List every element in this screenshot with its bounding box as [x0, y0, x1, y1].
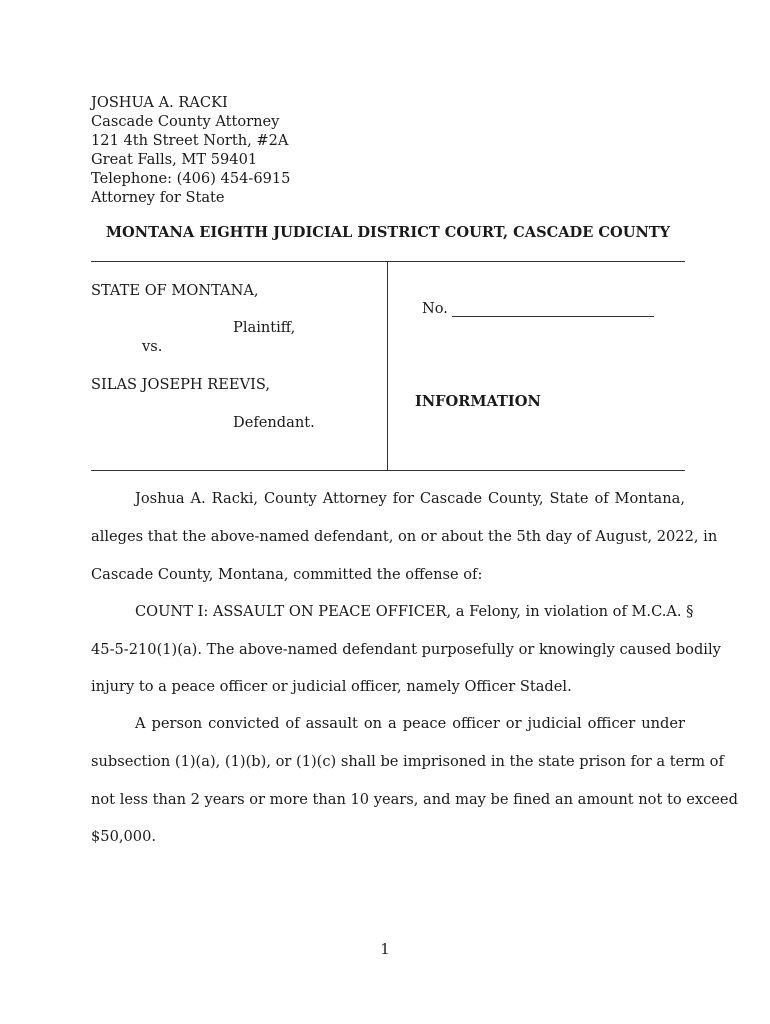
- paragraph-2-line-3: injury to a peace officer or judicial officer, namely Officer Stadel.: [91, 678, 572, 695]
- paragraph-3-line-3: not less than 2 years or more than 10 years, and may be fined an amount not to exceed: [91, 791, 738, 808]
- attorney-name: JOSHUA A. RACKI: [91, 94, 228, 111]
- paragraph-2-line-2: 45-5-210(1)(a). The above-named defendant purposefully or knowingly caused bodily: [91, 641, 721, 658]
- caption-bottom-rule: [91, 470, 685, 471]
- caption-divider: [387, 261, 388, 471]
- court-title: MONTANA EIGHTH JUDICIAL DISTRICT COURT, CASCADE COUNTY: [105, 224, 671, 241]
- attorney-street: 121 4th Street North, #2A: [91, 132, 289, 149]
- attorney-title: Cascade County Attorney: [91, 113, 280, 130]
- paragraph-1-line-3: Cascade County, Montana, committed the offense of:: [91, 566, 483, 583]
- document-title: INFORMATION: [415, 393, 541, 410]
- attorney-city: Great Falls, MT 59401: [91, 151, 258, 168]
- paragraph-3-line-4: $50,000.: [91, 828, 156, 845]
- attorney-role: Attorney for State: [91, 189, 225, 206]
- paragraph-2-line-1: COUNT I: ASSAULT ON PEACE OFFICER, a Felony, in violation of M.C.A. §: [135, 603, 694, 620]
- attorney-block: [91, 93, 290, 207]
- paragraph-3-line-1: A person convicted of assault on a peace officer or judicial officer under: [135, 715, 685, 732]
- case-number-label: No.: [422, 300, 448, 317]
- paragraph-1-line-1: Joshua A. Racki, County Attorney for Cascade County, State of Montana,: [135, 490, 685, 507]
- versus-label: vs.: [142, 338, 163, 355]
- plaintiff-name: STATE OF MONTANA,: [91, 282, 259, 299]
- paragraph-3-line-2: subsection (1)(a), (1)(b), or (1)(c) shall be imprisoned in the state prison for a term of: [91, 753, 724, 770]
- case-number-blank: [452, 316, 654, 317]
- attorney-phone: Telephone: (406) 454-6915: [91, 170, 291, 187]
- paragraph-1-line-2: alleges that the above-named defendant, on or about the 5th day of August, 2022, in: [91, 528, 718, 545]
- plaintiff-role: Plaintiff,: [233, 319, 296, 336]
- defendant-role: Defendant.: [233, 414, 315, 431]
- page-number: 1: [380, 941, 390, 958]
- defendant-name: SILAS JOSEPH REEVIS,: [91, 376, 270, 393]
- caption-top-rule: [91, 261, 685, 262]
